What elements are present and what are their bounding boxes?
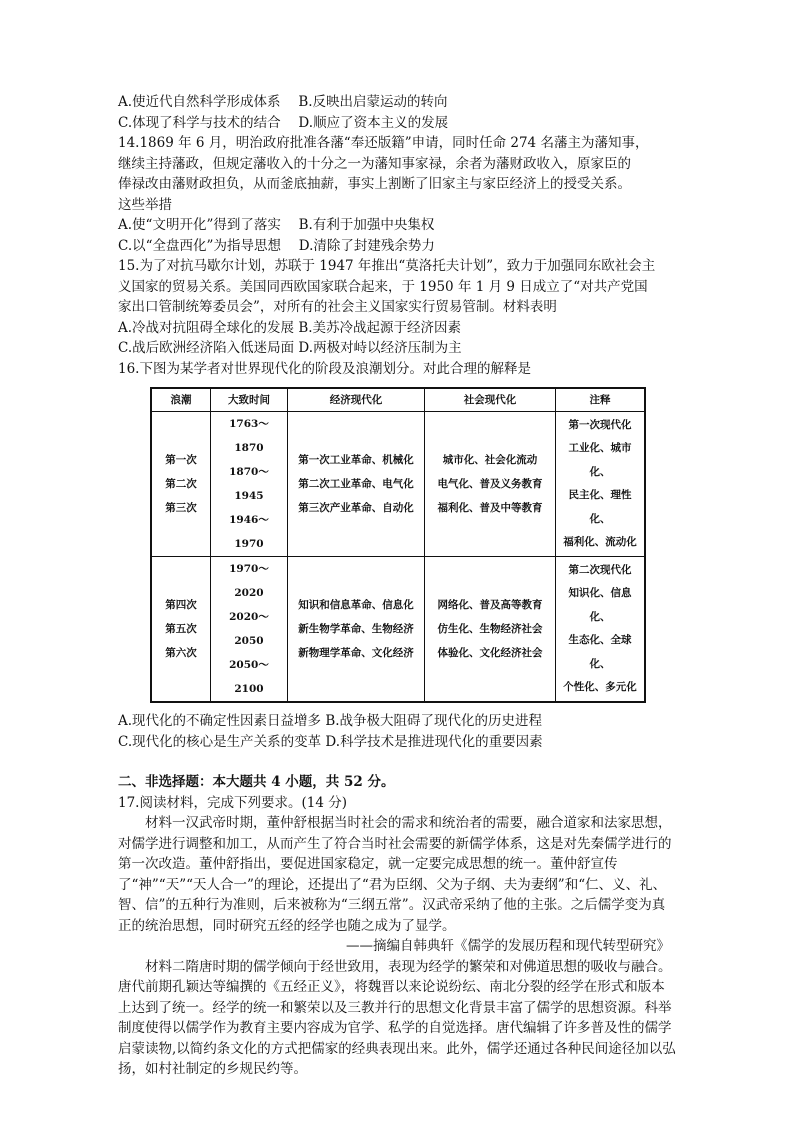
time-range: 1946～1970 — [229, 514, 269, 550]
time-range: 2020～2050 — [229, 611, 269, 647]
stem-line: 这些举措 — [118, 196, 172, 213]
note-item: 工业化、城市化、 — [568, 442, 632, 478]
economic-item: 第一次工业革命、机械化 — [298, 454, 414, 466]
question-15 — [118, 256, 678, 359]
material-2: 材料二隋唐时期的儒学倾向于经世致用，表现为经学的繁荣和对佛道思想的吸收与融合。唐代前期孔颖达等编撰的《五经正义》，将魏晋以来论说纷纭、南北分裂的经学在形式和版本上达到了统一。经学的统一和繁荣以及三教并行的思想文化背景丰富了儒学的思想资源。科举制度使得以儒学作为教育主要内容成为官学、私学的自觉选择。唐代编辑了许多普及性的儒学启蒙读物,以简约条文化的方式把儒家的经典表现出来。此外，儒学还通过各种民间途径加以弘扬，如村社制定的乡规民约等。 — [118, 958, 676, 1077]
economic-item: 知识和信息革命、信息化 — [298, 599, 414, 611]
q13-options — [118, 92, 678, 133]
wave-cell — [151, 557, 211, 703]
economic-item: 第二次工业革命、电气化 — [298, 478, 414, 490]
option-line: C.战后欧洲经济陷入低迷局面 D.两极对峙以经济压制为主 — [118, 340, 462, 356]
wave-label: 第五次 — [165, 623, 197, 635]
option-line: A.冷战对抗阻碍全球化的发展 B.美苏冷战起源于经济因素 — [118, 319, 462, 336]
header-economic: 经济现代化 — [288, 388, 425, 412]
exam-page — [118, 92, 678, 1080]
option-line: C.以“全盘西化”为指导思想 D.清除了封建残余势力 — [118, 237, 435, 254]
question-17 — [118, 793, 678, 1080]
economic-cell — [288, 412, 425, 557]
notes-cell — [556, 557, 646, 703]
social-item: 电气化、普及义务教育 — [437, 478, 543, 490]
modernization-table-wrapper — [150, 387, 646, 703]
social-item: 城市化、社会化流动 — [442, 454, 538, 466]
time-range: 1970～2020 — [229, 563, 269, 599]
table-header-row — [151, 388, 645, 412]
note-item: 福利化、流动化 — [563, 536, 637, 548]
wave-cell — [151, 412, 211, 557]
material-1: 材料一汉武帝时期，董仲舒根据当时社会的需求和统治者的需要，融合道家和法家思想，对儒学进行调整和加工，从而产生了符合当时社会需要的新儒学体系，这是对先秦儒学进行的第一次改造。董仲舒指出，要促进国家稳定，就一定要完成思想的统一。董仲舒宣传了“神”“天”“天人合一”的理论，还提出了“君为臣纲、父为子纲、夫为妻纲”和“仁、义、礼、智、信”的五种行为准则，后来被称为“三纲五常”。汉武帝采纳了他的主张。之后儒学变为真正的统治思想，同时研究五经的经学也随之成为了显学。 — [118, 815, 672, 934]
header-time: 大致时间 — [211, 388, 288, 412]
option-line: A.使“文明开化”得到了落实 B.有利于加强中央集权 — [118, 217, 435, 233]
note-item: 个性化、多元化 — [563, 681, 637, 693]
option-line: C.现代化的核心是生产关系的变革 D.科学技术是推进现代化的重要因素 — [118, 733, 543, 750]
wave-label: 第四次 — [165, 599, 197, 611]
option-line: A.现代化的不确定性因素日益增多 B.战争极大阻碍了现代化的历史进程 — [118, 713, 543, 729]
notes-cell — [556, 412, 646, 557]
note-item: 生态化、全球化、 — [568, 634, 632, 670]
modernization-table — [150, 387, 646, 703]
time-range: 1763～1870 — [229, 418, 269, 454]
wave-label: 第六次 — [165, 647, 197, 659]
economic-item: 新物理学革命、文化经济 — [298, 647, 414, 659]
question-16 — [118, 359, 678, 753]
social-item: 仿生化、生物经济社会 — [437, 623, 543, 635]
social-item: 福利化、普及中等教育 — [437, 502, 543, 514]
social-item: 体验化、文化经济社会 — [437, 647, 543, 659]
economic-item: 第三次产业革命、自动化 — [298, 502, 414, 514]
stem-line: 15.为了对抗马歇尔计划，苏联于 1947 年推出“莫洛托夫计划”，致力于加强同东欧社会主 — [118, 258, 656, 274]
header-social: 社会现代化 — [425, 388, 556, 412]
stem-line: 继续主持藩政，但规定藩收入的十分之一为藩知事家禄，余者为藩财政收入，原家臣的 — [118, 155, 631, 172]
note-item: 民主化、理性化、 — [568, 489, 632, 525]
note-item: 第二次现代化 — [568, 563, 632, 576]
stem-line: 家出口管制统筹委员会”，对所有的社会主义国家实行贸易管制。材料表明 — [118, 299, 557, 315]
social-cell — [425, 557, 556, 703]
stem-line: 16.下图为某学者对世界现代化的阶段及浪潮划分。对此合理的解释是 — [118, 360, 531, 377]
wave-label: 第一次 — [165, 454, 197, 466]
table-row-group-1 — [151, 412, 645, 557]
question-14 — [118, 133, 678, 256]
option-line: C.体现了科学与技术的结合 D.顺应了资本主义的发展 — [118, 114, 449, 131]
stem-line: 俸禄改由藩财政担负，从而釜底抽薪，事实上割断了旧家主与家臣经济上的授受关系。 — [118, 176, 631, 192]
header-wave: 浪潮 — [151, 388, 211, 412]
economic-cell — [288, 557, 425, 703]
time-range: 2050～2100 — [229, 659, 269, 695]
economic-item: 新生物学革命、生物经济 — [298, 623, 414, 635]
note-item: 第一次现代化 — [568, 418, 632, 431]
time-cell — [211, 557, 288, 703]
header-notes: 注释 — [556, 388, 646, 412]
social-item: 网络化、普及高等教育 — [437, 599, 543, 611]
stem-line: 义国家的贸易关系。美国同西欧国家联合起来，于 1950 年 1 月 9 日成立了“对共产党国 — [118, 278, 648, 295]
wave-label: 第三次 — [165, 502, 197, 514]
wave-label: 第二次 — [165, 478, 197, 490]
time-range: 1870～1945 — [229, 466, 269, 502]
table-row-group-2 — [151, 557, 645, 703]
stem-line: 14.1869 年 6 月，明治政府批准各藩“奉还版籍”申请，同时任命 274 名藩主为藩知事， — [118, 135, 649, 151]
option-line: A.使近代自然科学形成体系 B.反映出启蒙运动的转向 — [118, 94, 448, 110]
social-cell — [425, 412, 556, 557]
section-title: 二、非选择题：本大题共 4 小题，共 52 分。 — [118, 774, 395, 790]
time-cell — [211, 412, 288, 557]
note-item: 知识化、信息化、 — [568, 587, 632, 623]
source-citation: ——摘编自韩典轩《儒学的发展历程和现代转型研究》 — [346, 938, 670, 954]
q17-title: 17.阅读材料，完成下列要求。(14 分) — [118, 794, 347, 811]
